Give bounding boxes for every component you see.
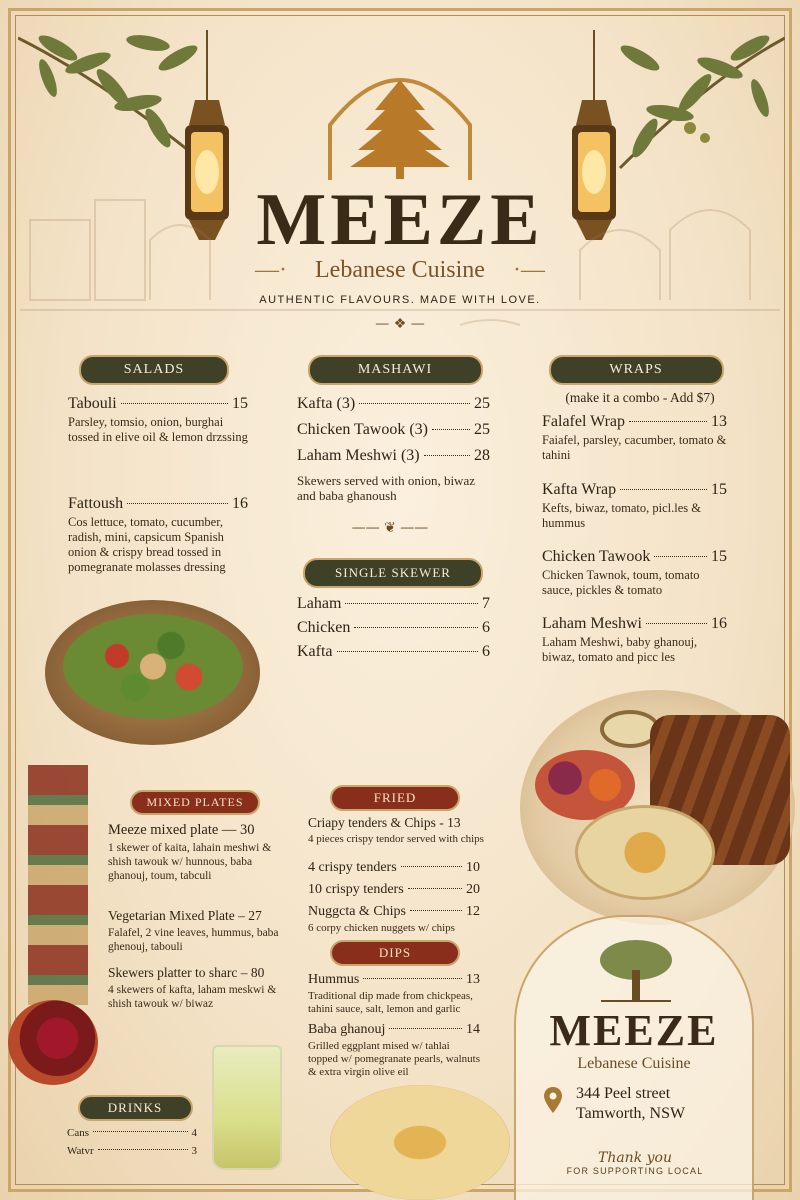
menu-item xyxy=(68,495,248,575)
mashawi-heading: MASHAWI xyxy=(308,355,483,385)
wraps-note: (make it a combo - Add $7) xyxy=(565,390,715,405)
item-price: 20 xyxy=(466,882,480,897)
location-pin-icon xyxy=(544,1087,562,1113)
address-line-2: Tamworth, NSW xyxy=(576,1105,686,1122)
item-price: 28 xyxy=(474,447,490,464)
item-name: Vegetarian Mixed Plate – 27 xyxy=(108,908,262,923)
item-name: Hummus xyxy=(308,972,360,987)
item-name: Meeze mixed plate — 30 xyxy=(108,822,255,838)
item-name: Falafel Wrap xyxy=(542,413,626,430)
fried-heading: FRIED xyxy=(330,785,460,811)
item-name: Watvr xyxy=(67,1145,94,1157)
dips-heading: DIPS xyxy=(330,940,460,966)
single-skewer-heading: SINGLE SKEWER xyxy=(303,558,483,588)
item-name: Criapy tenders & Chips - 13 xyxy=(308,815,461,830)
item-price: 4 xyxy=(191,1127,197,1139)
item-price: 6 xyxy=(482,643,490,660)
menu-item xyxy=(297,595,490,613)
tagline: AUTHENTIC FLAVOURS. MADE WITH LOVE. xyxy=(259,294,541,306)
address-line-1: 344 Peel street xyxy=(576,1085,671,1102)
menu-item xyxy=(68,395,248,445)
menu-item xyxy=(308,815,488,846)
item-name: Kafta xyxy=(297,643,333,660)
thank-you-note xyxy=(520,1150,750,1176)
item-desc: Falafel, 2 vine leaves, hummus, baba ghenouj, tabouli xyxy=(108,927,279,953)
menu-item xyxy=(542,548,727,598)
item-desc: Chicken Tawnok, toum, tomato sauce, pickles & tomato xyxy=(542,568,700,597)
menu-item xyxy=(542,615,727,665)
item-desc: 6 corpy chicken nuggets w/ chips xyxy=(308,922,455,934)
hummus-plate-image xyxy=(330,1085,510,1200)
salad-bowl-image xyxy=(45,600,260,745)
menu-item xyxy=(308,904,480,935)
item-price: 15 xyxy=(232,395,248,412)
menu-item xyxy=(297,643,490,661)
menu-item xyxy=(108,908,288,954)
restaurant-title: MEEZE xyxy=(256,179,544,261)
item-price: 14 xyxy=(466,1022,480,1037)
drinks-heading: DRINKS xyxy=(78,1095,193,1121)
item-name: Laham Meshwi xyxy=(542,615,642,632)
menu-item xyxy=(67,1127,197,1139)
item-name: 10 crispy tenders xyxy=(308,882,404,897)
olive-tree-icon xyxy=(596,935,676,1005)
lemonade-glass-image xyxy=(212,1045,282,1170)
cedar-tree-icon xyxy=(320,45,480,185)
item-price: 13 xyxy=(711,413,727,430)
footer-subtitle: Lebanese Cuisine xyxy=(577,1055,691,1072)
item-price: 25 xyxy=(474,421,490,438)
mashawi-section xyxy=(285,355,505,675)
item-price: 16 xyxy=(232,495,248,512)
item-name: Baba ghanouj xyxy=(308,1022,386,1037)
dips-section xyxy=(300,940,490,1080)
menu-item xyxy=(108,822,288,883)
item-price: 15 xyxy=(711,548,727,565)
item-price: 7 xyxy=(482,595,490,612)
mashawi-note: Skewers served with onion, biwaz and baba ghanoush xyxy=(297,473,475,503)
item-price: 10 xyxy=(466,860,480,875)
menu-item xyxy=(297,395,490,413)
ornament-divider: — ❖ — xyxy=(375,316,425,332)
ornament-divider: —— ❦ —— xyxy=(351,520,429,536)
item-name: Chicken Tawook (3) xyxy=(297,421,428,438)
item-desc: Traditional dip made from chickpeas, tahini sauce, salt, lemon and garlic xyxy=(308,990,473,1015)
item-desc: 1 skewer of kaita, lahain meshwi & shish tawouk w/ hunnous, baba ghanouj, toum, tabculi xyxy=(108,842,272,882)
menu-item xyxy=(297,447,490,465)
menu-item xyxy=(308,882,480,898)
fried-section xyxy=(300,785,490,935)
menu-item xyxy=(542,481,727,531)
menu-item xyxy=(67,1145,197,1157)
item-desc: Parsley, tomsio, onion, burghai tossed in elive oil & lemon drzssing xyxy=(68,415,248,444)
footer-title: MEEZE xyxy=(549,1006,719,1055)
item-price: 15 xyxy=(711,481,727,498)
item-name: 4 crispy tenders xyxy=(308,860,397,875)
salads-section xyxy=(48,355,260,615)
item-price: 25 xyxy=(474,395,490,412)
item-desc: Cos lettuce, tomato, cucumber, radish, mini, capsicum Spanish onion & crispy bread tossed in pomegranate molasses dressing xyxy=(68,515,226,574)
menu-item xyxy=(308,972,480,1016)
item-desc: 4 skewers of kafta, laham meskwi & shish tawouk w/ biwaz xyxy=(108,984,277,1010)
mixed-grill-platter-image xyxy=(520,690,795,925)
item-name: Laham xyxy=(297,595,342,612)
restaurant-subtitle: —· Lebanese Cuisine ·— xyxy=(255,257,545,283)
item-name: Skewers platter to sharc – 80 xyxy=(108,965,265,980)
wraps-section xyxy=(530,355,742,675)
item-price: 13 xyxy=(466,972,480,987)
item-name: Chicken Tawook xyxy=(542,548,651,565)
item-desc: Kefts, biwaz, tomato, picl.les & hummus xyxy=(542,501,701,530)
item-desc: 4 pieces crispy tendor served with chips xyxy=(308,833,484,845)
thank-you-text: Thank you xyxy=(597,1150,672,1166)
salads-heading: SALADS xyxy=(79,355,229,385)
mixed-plates-section xyxy=(100,790,290,1020)
item-name: Tabouli xyxy=(68,395,117,412)
item-name: Fattoush xyxy=(68,495,124,512)
menu-item xyxy=(542,413,727,463)
item-desc: Laham Meshwi, baby ghanouj, biwaz, tomato and picc les xyxy=(542,635,698,664)
item-price: 6 xyxy=(482,619,490,636)
thank-you-subtext: FOR SUPPORTING LOCAL xyxy=(566,1166,704,1176)
item-name: Laham Meshwi (3) xyxy=(297,447,420,464)
item-name: Cans xyxy=(67,1127,89,1139)
item-price: 12 xyxy=(466,904,480,919)
drinks-section xyxy=(65,1095,205,1165)
menu-item xyxy=(108,965,288,1011)
decorative-tiles xyxy=(28,765,88,1005)
item-price: 3 xyxy=(191,1145,197,1157)
item-name: Kafta Wrap xyxy=(542,481,617,498)
item-name: Nuggcta & Chips xyxy=(308,904,406,919)
item-desc: Grilled eggplant mised w/ tahlai topped w/ pomegranate pearls, walnuts & extra virgin olive eil xyxy=(308,1040,480,1078)
menu-item xyxy=(297,421,490,439)
menu-item xyxy=(297,619,490,637)
wraps-heading: WRAPS xyxy=(549,355,724,385)
menu-item xyxy=(308,1022,480,1079)
item-name: Kafta (3) xyxy=(297,395,356,412)
menu-item xyxy=(308,860,480,876)
subtitle-text: Lebanese Cuisine xyxy=(315,257,485,283)
pomegranate-image xyxy=(8,1000,98,1085)
item-desc: Faiafel, parsley, cacumber, tomato & tahini xyxy=(542,433,727,462)
mixed-plates-heading: MIXED PLATES xyxy=(130,790,260,815)
item-name: Chicken xyxy=(297,619,351,636)
item-price: 16 xyxy=(711,615,727,632)
